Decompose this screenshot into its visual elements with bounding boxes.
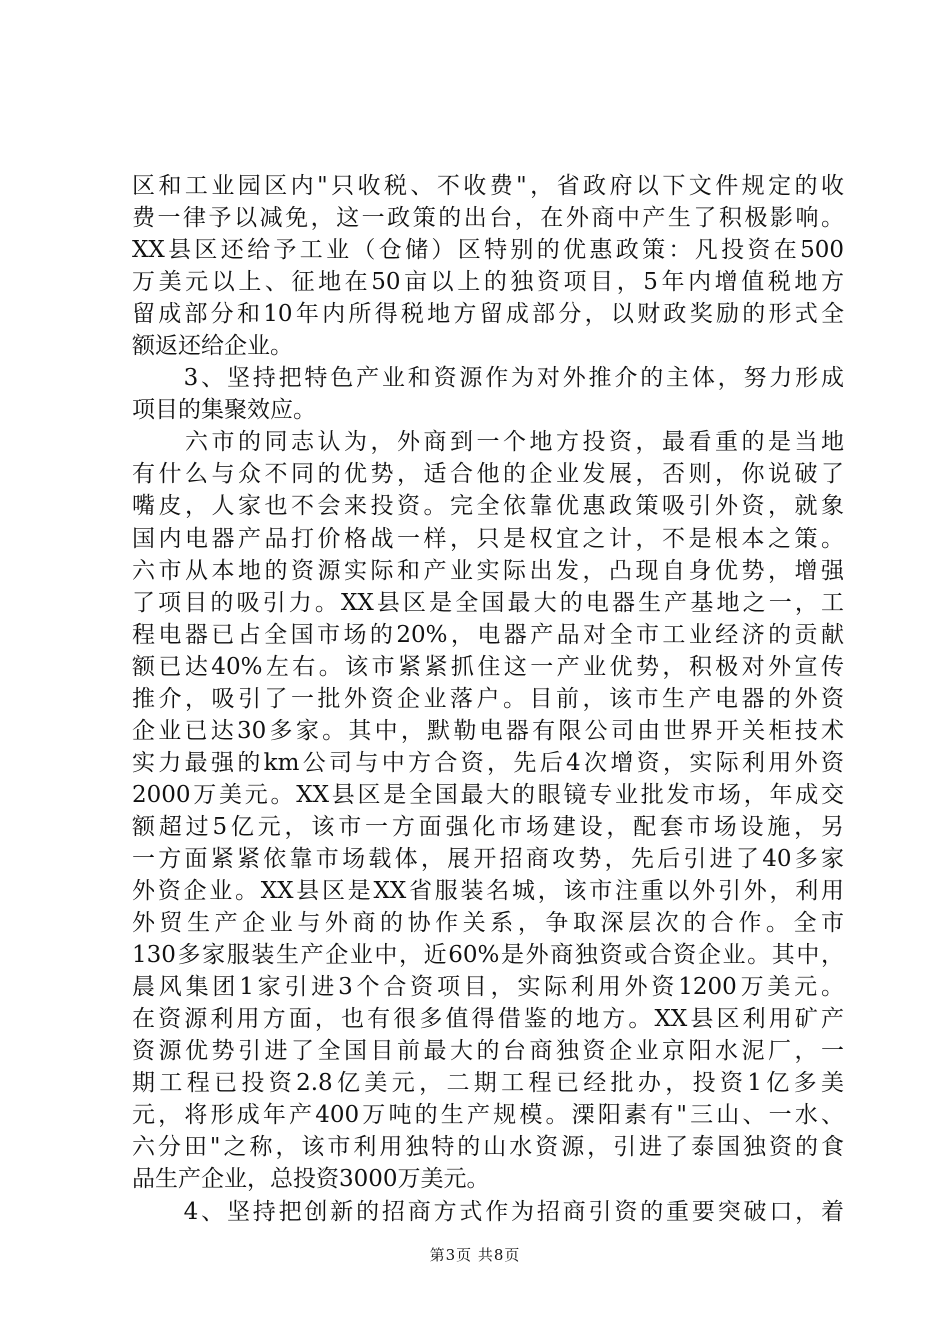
text-line: 在资源利用方面，也有很多值得借鉴的地方。XX县区利用矿产 xyxy=(132,1006,844,1033)
text-line: 项目的集聚效应。 xyxy=(132,397,316,424)
text-line: 六市从本地的资源实际和产业实际出发，凸现自身优势，增强 xyxy=(132,557,844,584)
text-line: 资源优势引进了全国目前最大的台商独资企业京阳水泥厂，一 xyxy=(132,1038,844,1065)
text-line: 一方面紧紧依靠市场载体，展开招商攻势，先后引进了40多家 xyxy=(132,845,844,872)
text-line: 额返还给企业。 xyxy=(132,333,293,360)
text-line: 外贸生产企业与外商的协作关系，争取深层次的合作。全市 xyxy=(132,910,844,937)
text-line: 六分田"之称，该市利用独特的山水资源，引进了泰国独资的食 xyxy=(132,1134,844,1161)
text-line: 期工程已投资2.8亿美元，二期工程已经批办，投资1亿多美 xyxy=(132,1070,844,1097)
text-line: 外资企业。XX县区是XX省服装名城，该市注重以外引外，利用 xyxy=(132,878,844,905)
text-line: 区和工业园区内"只收税、不收费"，省政府以下文件规定的收 xyxy=(132,173,844,199)
text-line: 国内电器产品打价格战一样，只是权宜之计，不是根本之策。 xyxy=(132,525,844,552)
text-line: XX县区还给予工业（仓储）区特别的优惠政策：凡投资在500 xyxy=(132,237,844,264)
text-line: 有什么与众不同的优势，适合他的企业发展，否则，你说破了 xyxy=(132,461,844,488)
text-line: 企业已达30多家。其中，默勒电器有限公司由世界开关柜技术 xyxy=(132,717,844,744)
text-line: 费一律予以减免，这一政策的出台，在外商中产生了积极影响。 xyxy=(132,205,844,232)
text-line: 六市的同志认为，外商到一个地方投资，最看重的是当地 xyxy=(132,429,844,456)
text-line: 品生产企业，总投资3000万美元。 xyxy=(132,1166,490,1193)
text-line: 2000万美元。XX县区是全国最大的眼镜专业批发市场，年成交 xyxy=(132,781,844,808)
text-line: 额超过5亿元，该市一方面强化市场建设，配套市场设施，另 xyxy=(132,813,844,840)
page-footer: 第3页 共8页 xyxy=(429,1246,521,1264)
text-line: 嘴皮，人家也不会来投资。完全依靠优惠政策吸引外资，就象 xyxy=(132,493,844,520)
text-line: 额已达40%左右。该市紧紧抓住这一产业优势，积极对外宣传 xyxy=(132,653,844,680)
text-line: 晨风集团1家引进3个合资项目，实际利用外资1200万美元。 xyxy=(132,974,844,1001)
text-line: 推介，吸引了一批外资企业落户。目前，该市生产电器的外资 xyxy=(132,685,844,712)
text-line: 实力最强的km公司与中方合资，先后4次增资，实际利用外资 xyxy=(132,749,844,776)
text-line: 程电器已占全国市场的20%，电器产品对全市工业经济的贡献 xyxy=(132,621,844,648)
text-line: 4、坚持把创新的招商方式作为招商引资的重要突破口，着 xyxy=(132,1198,844,1225)
text-line: 3、坚持把特色产业和资源作为对外推介的主体，努力形成 xyxy=(132,365,844,392)
text-line: 万美元以上、征地在50亩以上的独资项目，5年内增值税地方 xyxy=(132,269,844,296)
body-text xyxy=(132,170,844,1228)
text-line: 了项目的吸引力。XX县区是全国最大的电器生产基地之一，工 xyxy=(132,589,844,616)
text-line: 130多家服装生产企业中，近60%是外商独资或合资企业。其中， xyxy=(132,942,844,969)
text-line: 留成部分和10年内所得税地方留成部分，以财政奖励的形式全 xyxy=(132,301,844,328)
text-line: 元，将形成年产400万吨的生产规模。溧阳素有"三山、一水、 xyxy=(132,1102,844,1129)
